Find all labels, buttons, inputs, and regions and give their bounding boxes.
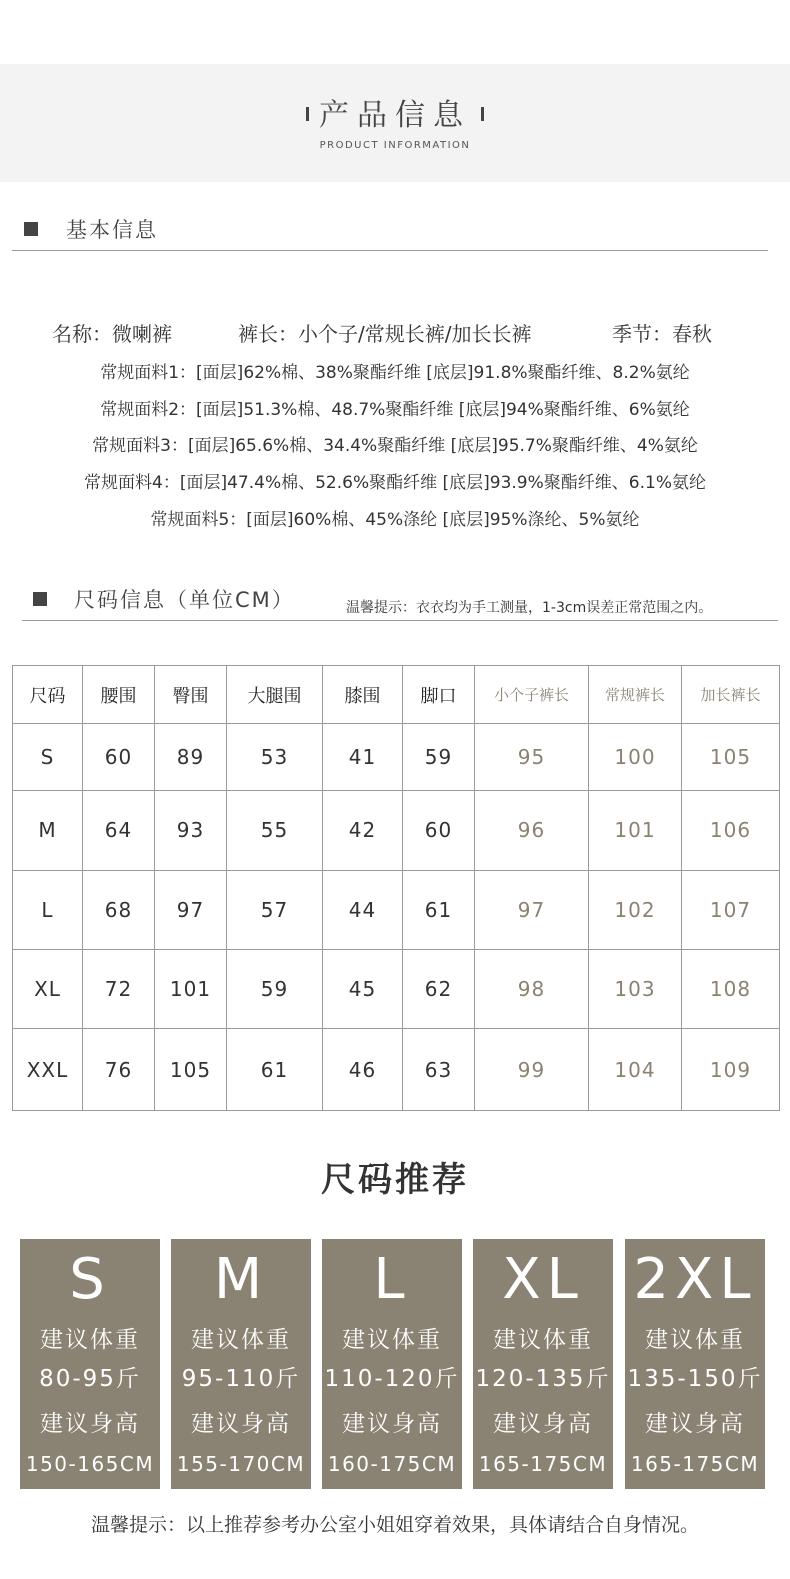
- table-row: [13, 1029, 780, 1111]
- fabric-line: 常规面料5：[面层]60%棉、45%涤纶 [底层]95%涤纶、5%氨纶: [150, 510, 640, 530]
- size-info-heading: 尺码信息（单位CM）: [74, 588, 295, 612]
- table-cell: 95: [475, 724, 589, 791]
- table-cell: 59: [227, 950, 323, 1029]
- table-cell: 89: [155, 724, 227, 791]
- table-cell: 61: [227, 1029, 323, 1111]
- table-cell: 61: [403, 870, 475, 949]
- page-title-text: 产品信息: [319, 98, 471, 133]
- product-name: 名称：微喇裤: [52, 322, 172, 346]
- table-cell: 53: [227, 724, 323, 791]
- card-height: 165-175CM: [478, 1452, 608, 1476]
- header-band: [0, 64, 790, 182]
- table-cell: 103: [589, 950, 682, 1029]
- card-weight-label: 建议体重: [40, 1327, 140, 1353]
- card-weight-label: 建议体重: [191, 1327, 291, 1353]
- table-cell: 64: [83, 791, 155, 870]
- table-cell: 76: [83, 1029, 155, 1111]
- basic-info-heading: 基本信息: [66, 218, 158, 242]
- column-header: 常规裤长: [589, 666, 682, 724]
- table-cell: 41: [323, 724, 403, 791]
- table-cell: 97: [475, 870, 589, 949]
- measure-tip: 温馨提示：衣衣均为手工测量，1-3cm误差正常范围之内。: [346, 600, 713, 616]
- card-height-label: 建议身高: [342, 1411, 442, 1437]
- column-header: 尺码: [13, 666, 83, 724]
- table-cell: 57: [227, 870, 323, 949]
- square-bullet-icon: [24, 222, 38, 236]
- card-height-label: 建议身高: [40, 1411, 140, 1437]
- column-header: 脚口: [403, 666, 475, 724]
- pants-length: 裤长：小个子/常规长裤/加长长裤: [238, 322, 532, 346]
- card-size: 2XL: [633, 1247, 757, 1312]
- size-card: [171, 1239, 311, 1489]
- column-header: 加长裤长: [682, 666, 780, 724]
- table-cell: 72: [83, 950, 155, 1029]
- column-header: 大腿围: [227, 666, 323, 724]
- table-cell: 104: [589, 1029, 682, 1111]
- table-cell: XL: [13, 950, 83, 1029]
- size-card: [473, 1239, 613, 1489]
- card-size: S: [69, 1247, 111, 1312]
- table-cell: 97: [155, 870, 227, 949]
- table-cell: S: [13, 724, 83, 791]
- table-cell: 99: [475, 1029, 589, 1111]
- card-height-label: 建议身高: [493, 1411, 593, 1437]
- table-row: [13, 950, 780, 1029]
- card-height: 160-175CM: [327, 1452, 457, 1476]
- season: 季节：春秋: [612, 322, 712, 346]
- table-cell: 60: [83, 724, 155, 791]
- table-cell: 96: [475, 791, 589, 870]
- square-bullet-icon: [33, 592, 47, 606]
- size-card: [20, 1239, 160, 1489]
- table-cell: 101: [155, 950, 227, 1029]
- column-header: 腰围: [83, 666, 155, 724]
- table-cell: 59: [403, 724, 475, 791]
- table-row: [13, 724, 780, 791]
- divider: [22, 620, 778, 621]
- table-cell: 108: [682, 950, 780, 1029]
- card-height: 165-175CM: [630, 1452, 760, 1476]
- table-cell: 105: [155, 1029, 227, 1111]
- card-weight: 80-95斤: [39, 1366, 141, 1392]
- table-cell: 60: [403, 791, 475, 870]
- table-cell: 102: [589, 870, 682, 949]
- fabric-line: 常规面料3：[面层]65.6%棉、34.4%聚酯纤维 [底层]95.7%聚酯纤维、4%氨纶: [92, 436, 698, 456]
- column-header: 小个子裤长: [475, 666, 589, 724]
- table-header-row: [13, 666, 780, 724]
- table-cell: 105: [682, 724, 780, 791]
- table-cell: 93: [155, 791, 227, 870]
- table-cell: XXL: [13, 1029, 83, 1111]
- table-cell: 44: [323, 870, 403, 949]
- page-title: [0, 90, 790, 134]
- table-cell: 46: [323, 1029, 403, 1111]
- table-row: [13, 791, 780, 870]
- table-cell: 98: [475, 950, 589, 1029]
- fabric-line: 常规面料2：[面层]51.3%棉、48.7%聚酯纤维 [底层]94%聚酯纤维、6%氨纶: [100, 400, 690, 420]
- card-size: L: [373, 1247, 411, 1312]
- size-table: [12, 665, 780, 1111]
- card-weight: 120-135斤: [475, 1366, 611, 1392]
- page-subtitle: PRODUCT INFORMATION: [319, 140, 471, 151]
- table-cell: M: [13, 791, 83, 870]
- table-cell: 101: [589, 791, 682, 870]
- card-height-label: 建议身高: [645, 1411, 745, 1437]
- recommend-title: 尺码推荐: [321, 1160, 469, 1200]
- table-cell: 100: [589, 724, 682, 791]
- card-size: M: [213, 1247, 269, 1312]
- card-height: 155-170CM: [176, 1452, 306, 1476]
- column-header: 膝围: [323, 666, 403, 724]
- table-cell: 107: [682, 870, 780, 949]
- table-cell: 55: [227, 791, 323, 870]
- card-size: XL: [502, 1247, 584, 1312]
- card-weight-label: 建议体重: [645, 1327, 745, 1353]
- table-cell: L: [13, 870, 83, 949]
- recommend-tip: 温馨提示：以上推荐参考办公室小姐姐穿着效果，具体请结合自身情况。: [90, 1514, 699, 1536]
- table-cell: 63: [403, 1029, 475, 1111]
- card-height-label: 建议身高: [191, 1411, 291, 1437]
- table-row: [13, 870, 780, 949]
- card-weight-label: 建议体重: [342, 1327, 442, 1353]
- title-bar-left: [306, 107, 309, 121]
- card-height: 150-165CM: [25, 1452, 155, 1476]
- table-cell: 106: [682, 791, 780, 870]
- card-weight: 110-120斤: [324, 1366, 460, 1392]
- fabric-line: 常规面料4：[面层]47.4%棉、52.6%聚酯纤维 [底层]93.9%聚酯纤维、6.1%氨纶: [84, 473, 706, 493]
- table-cell: 62: [403, 950, 475, 1029]
- column-header: 臀围: [155, 666, 227, 724]
- fabric-line: 常规面料1：[面层]62%棉、38%聚酯纤维 [底层]91.8%聚酯纤维、8.2%氨纶: [100, 363, 690, 383]
- size-card: [322, 1239, 462, 1489]
- table-cell: 109: [682, 1029, 780, 1111]
- table-cell: 68: [83, 870, 155, 949]
- table-cell: 45: [323, 950, 403, 1029]
- divider: [12, 250, 768, 251]
- table-cell: 42: [323, 791, 403, 870]
- title-bar-right: [481, 107, 484, 121]
- card-weight-label: 建议体重: [493, 1327, 593, 1353]
- size-card: [625, 1239, 765, 1489]
- card-weight: 135-150斤: [627, 1366, 763, 1392]
- card-weight: 95-110斤: [181, 1366, 301, 1392]
